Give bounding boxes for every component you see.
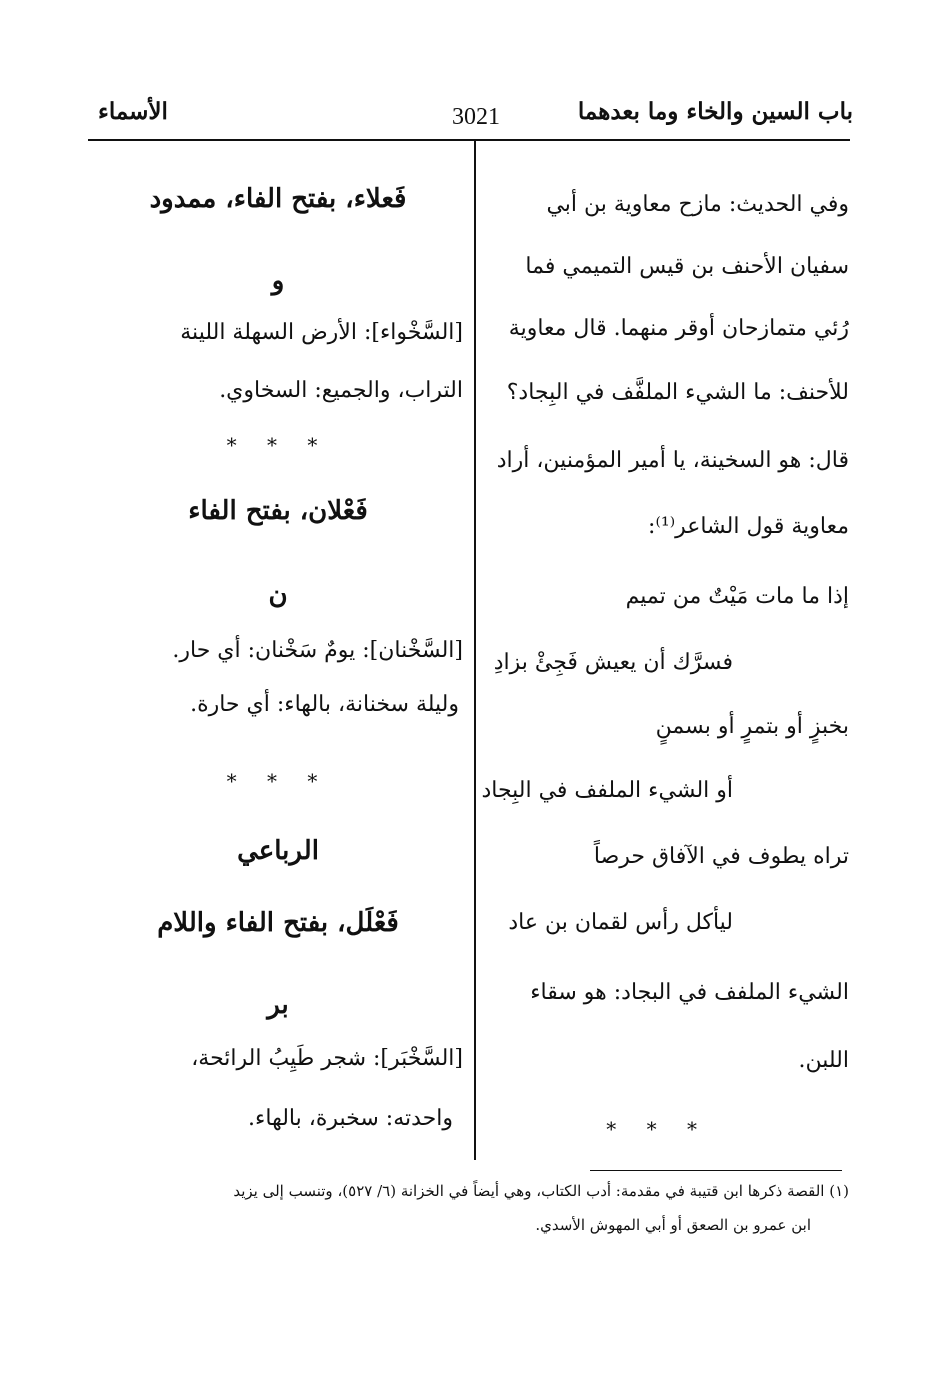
right-line-5: قال: هو السخينة، يا أمير المؤمنين، أراد (496, 448, 849, 473)
separator-stars: * * * (226, 433, 330, 457)
verse-line-1: إذا ما مات مَيْتٌ من تميم (625, 584, 849, 609)
right-line-2: سفيان الأحنف بن قيس التميمي فما (525, 254, 849, 279)
letter-waw: و (271, 266, 285, 296)
letter-ba-ra: بر (267, 990, 289, 1020)
entry-sakhnan-line-2: وليلة سخنانة، بالهاء: أي حارة. (190, 692, 459, 717)
column-divider (474, 141, 476, 1160)
heading-faala: فَعلاء، بفتح الفاء، ممدود (149, 184, 407, 214)
footnote-line-2: ابن عمرو بن الصعق أو أبي المهوش الأسدي. (535, 1216, 811, 1234)
page-number: 3021 (452, 104, 500, 130)
footnote-line-1: (١) القصة ذكرها ابن قتيبة في مقدمة: أدب الكتاب، وهي أيضاً في الخزانة (٦/ ٥٢٧)، وتنسب إلى يزيد (233, 1182, 849, 1200)
separator-stars: * * * (606, 1117, 709, 1141)
right-line-14: اللبن. (798, 1048, 849, 1073)
heading-falan: فَعْلان، بفتح الفاء (188, 496, 368, 526)
verse-line-4: أو الشيء الملفف في البِجاد (481, 778, 733, 803)
entry-sakhwa-line-1: [السَّخْواء]: الأرض السهلة اللينة (180, 320, 463, 345)
footnote-rule (590, 1170, 842, 1171)
verse-line-2: فسرَّك أن يعيش فَجِئْ بزادِ (493, 650, 733, 675)
verse-line-6: ليأكل رأس لقمان بن عاد (508, 910, 733, 935)
chapter-title: باب السين والخاء وما بعدهما (577, 98, 853, 125)
heading-rubai: الرباعي (237, 836, 319, 866)
entry-sakhnan-line-1: [السَّخْنان]: يومٌ سَخْنان: أي حار. (172, 638, 463, 663)
right-line-3: رُئي متمازحان أوقر منهما. قال معاوية (508, 316, 849, 341)
section-title: الأسماء (98, 98, 168, 125)
heading-falal: فَعْلَل، بفتح الفاء واللام (157, 908, 399, 938)
entry-sakhbar-line-2: واحدته: سخبرة، بالهاء. (248, 1106, 453, 1131)
verse-line-3: بخبزٍ أو بتمرٍ أو بسمنٍ (655, 714, 849, 739)
entry-sakhwa-line-2: التراب، والجميع: السخاوي. (219, 378, 463, 403)
verse-line-5: تراه يطوف في الآفاق حرصاً (593, 844, 849, 869)
separator-stars: * * * (226, 769, 330, 793)
right-line-13: الشيء الملفف في البجاد: هو سقاء (530, 980, 849, 1005)
right-line-1: وفي الحديث: مازح معاوية بن أبي (546, 192, 849, 217)
letter-nun: ن (268, 580, 288, 610)
header-rule (88, 139, 850, 141)
right-line-4: للأحنف: ما الشيء الملفَّف في البِجاد؟ (506, 380, 849, 405)
entry-sakhbar-line-1: [السَّخْبَر]: شجر طَيِبُ الرائحة، (191, 1046, 463, 1071)
right-line-6: معاوية قول الشاعر⁽¹⁾: (648, 514, 849, 539)
